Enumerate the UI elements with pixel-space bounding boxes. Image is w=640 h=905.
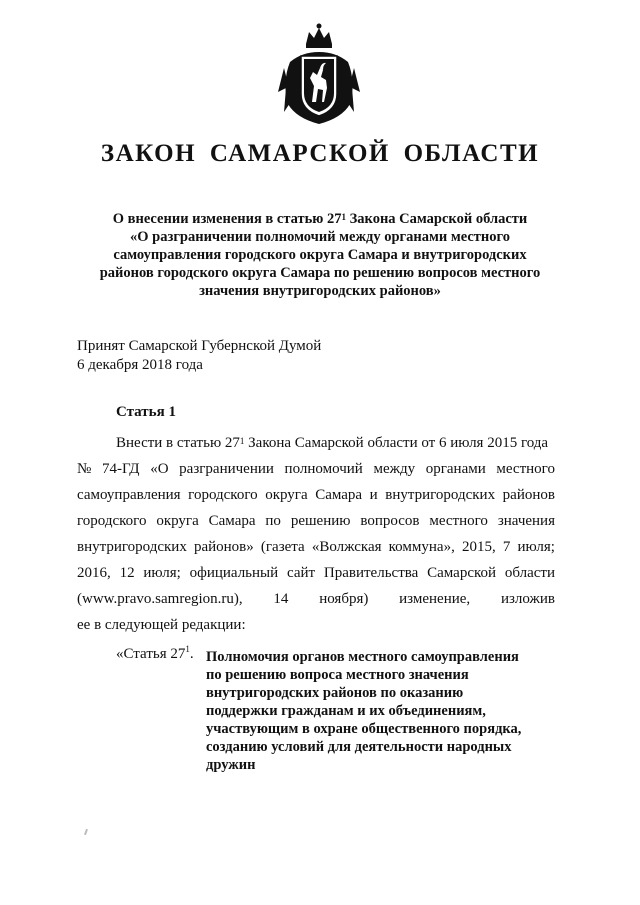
article-heading: Статья 1 (116, 404, 176, 420)
new-article-title-line: внутригородских районов по оказанию (206, 685, 464, 701)
new-article-title-line: поддержки гражданам и их объединениям, (206, 703, 486, 719)
adopted-by: Принят Самарской Губернской Думой (77, 338, 322, 354)
new-article-title-line: созданию условий для деятельности народных (206, 739, 512, 755)
body-line-6: 2016, 12 июля; официальный сайт Правительства Самарской области (77, 565, 555, 581)
new-article-label: «Статья $27^1$. (116, 644, 194, 662)
body-line-8: ее в следующей редакции: (77, 617, 246, 633)
subject-line-5: значения внутригородских районов» (199, 283, 441, 299)
law-subject (84, 210, 556, 300)
new-article-title (206, 648, 546, 774)
body-line-3: самоуправления городского округа Самара и внутригородских районов (77, 487, 555, 503)
adopted-date: 6 декабря 2018 года (77, 357, 203, 373)
new-article-title-line: дружин (206, 757, 256, 773)
subject-line-3: самоуправления городского округа Самара и внутригородских (113, 247, 527, 263)
body-line-5: внутригородских районов» (газета «Волжская коммуна», 2015, 7 июля; (77, 539, 555, 555)
new-article-title-line: по решению вопроса местного значения (206, 667, 469, 683)
subject-line-2: «О разграничении полномочий между органами местного (130, 229, 510, 245)
body-line-4: городского округа Самара по решению вопросов местного значения (77, 513, 555, 529)
samara-coat-of-arms-icon (276, 22, 362, 128)
body-line-1: Внести в статью $27^1$ Закона Самарской области от 6 июля 2015 года (116, 435, 549, 451)
new-article-title-line: Полномочия органов местного самоуправления (206, 649, 519, 665)
subject-line-1: О внесении изменения в статью $27^1$ Закона Самарской области (112, 211, 528, 227)
adoption-info (77, 337, 321, 375)
body-line-2: № 74-ГД «О разграничении полномочий между органами местного (77, 461, 555, 477)
new-article-title-line: участвующим в охране общественного порядка, (206, 721, 522, 737)
article-body (77, 430, 555, 638)
subject-line-4: районов городского округа Самара по решению вопросов местного (99, 265, 541, 281)
body-line-7: (www.pravo.samregion.ru), 14 ноября) изменение, изложив (77, 591, 555, 607)
scan-mark (84, 829, 88, 835)
law-title: ЗАКОН САМАРСКОЙ ОБЛАСТИ (100, 140, 540, 167)
